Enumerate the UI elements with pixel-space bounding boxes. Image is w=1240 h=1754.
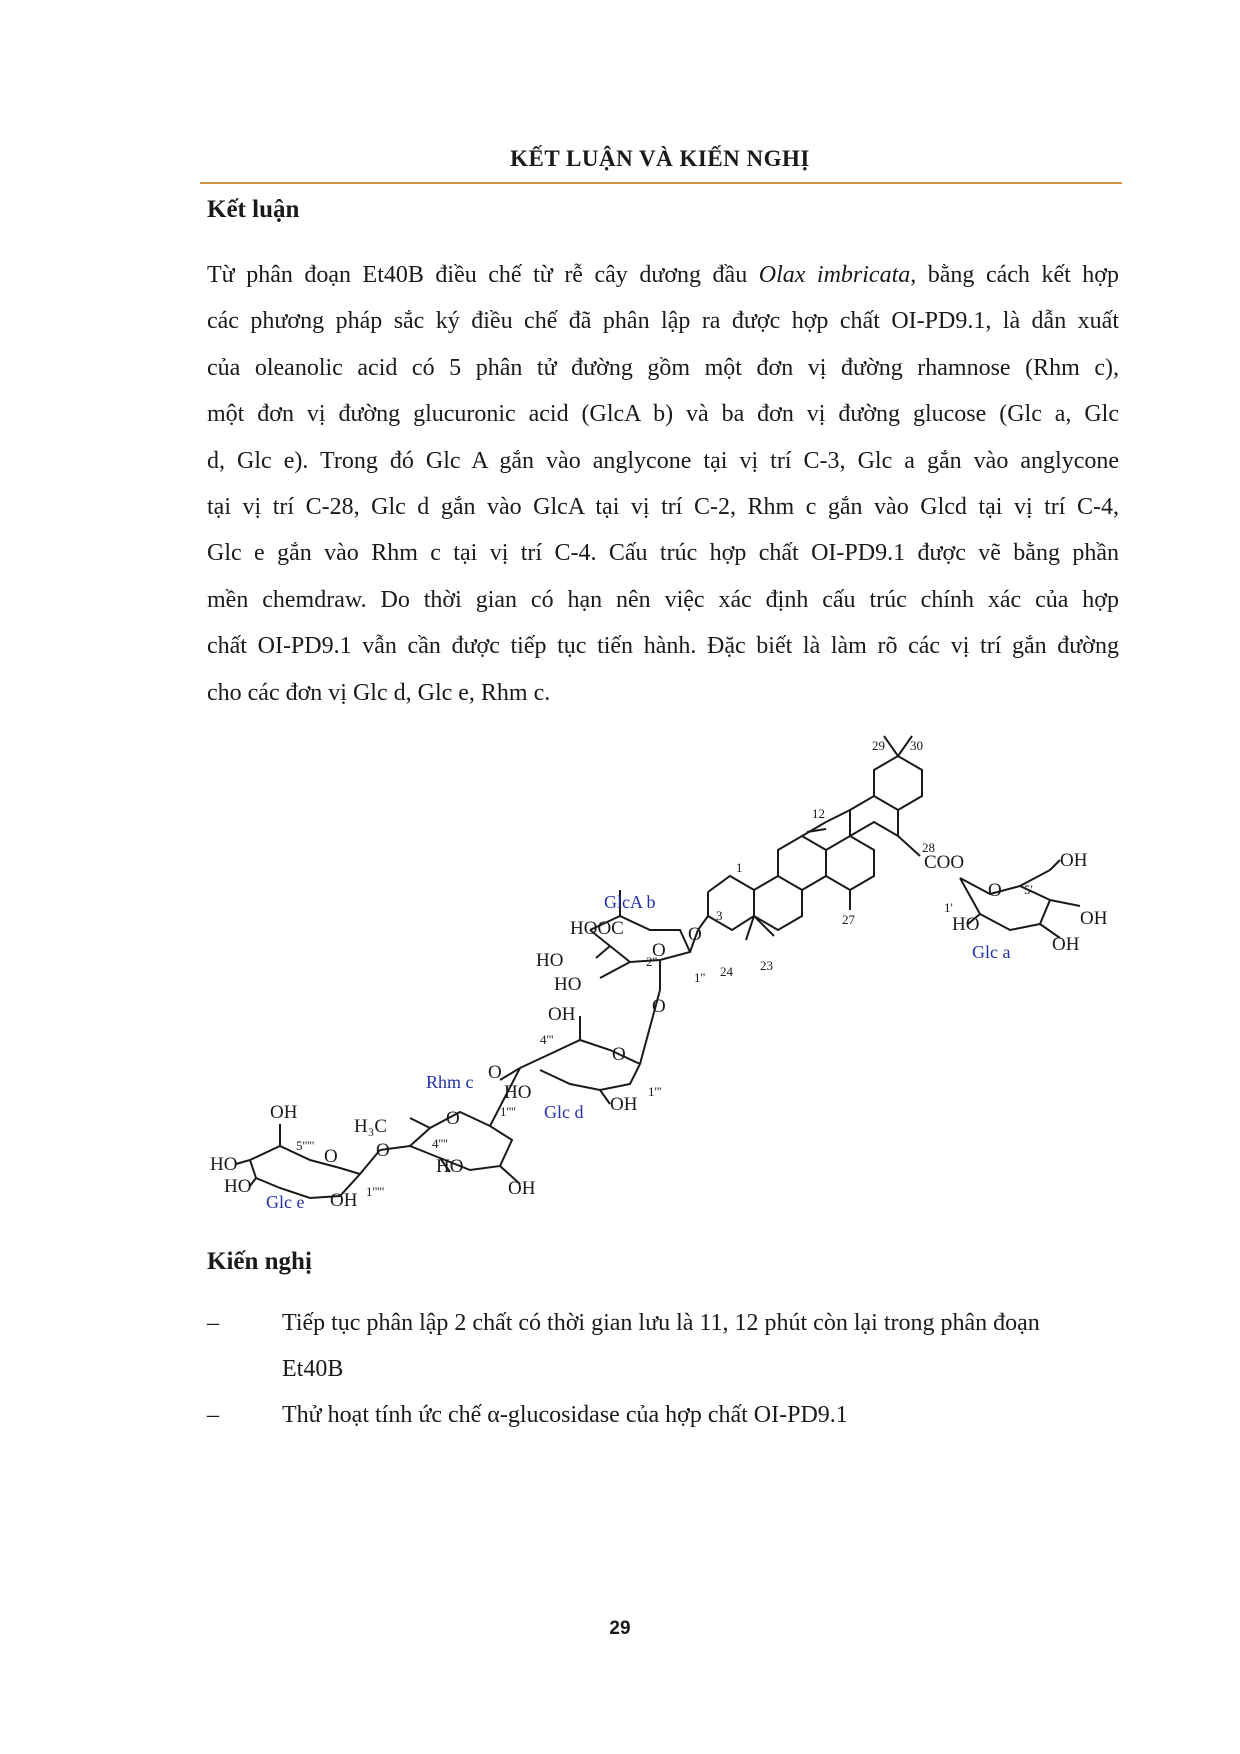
locant-23: 23 (760, 958, 773, 973)
paragraph-line (207, 298, 1119, 344)
locant-5ppppp: 5''''' (296, 1138, 315, 1153)
locant-2pp: 2'' (646, 954, 658, 969)
locant-4pppp: 4'''' (432, 1136, 448, 1151)
locant-12: 12 (812, 806, 825, 821)
ho-label: HO (952, 914, 980, 935)
text-segment: của oleanolic acid có 5 phân tử đường gồm một đơn vị đường rhamnose (Rhm c), (207, 354, 1119, 381)
page-title: KẾT LUẬN VÀ KIẾN NGHỊ (510, 146, 810, 171)
locant-27: 27 (842, 912, 855, 927)
glca-b-label: GlcA b (604, 892, 656, 912)
title-divider (200, 182, 1122, 184)
rhm-c-label: Rhm c (426, 1072, 474, 1092)
locant-1pppp: 1'''' (500, 1104, 516, 1119)
species-name: Olax imbricata (758, 262, 911, 288)
ho-label: HO (224, 1176, 252, 1197)
o-label: O (446, 1108, 460, 1129)
paragraph-line (207, 484, 1119, 530)
text-segment: cho các đơn vị Glc d, Glc e, Rhm c. (207, 679, 551, 706)
recommendation-text: Thử hoạt tính ức chế α-glucosidase của hợp chất OI-PD9.1 (282, 1402, 848, 1428)
oh-label: OH (1080, 908, 1108, 929)
paragraph-line (207, 670, 1119, 716)
ho-label: HO (210, 1154, 238, 1175)
oh-label: OH (508, 1178, 536, 1199)
recommendation-list (207, 1300, 1119, 1438)
o-label: O (652, 940, 666, 961)
o-label: O (988, 880, 1002, 901)
locant-1p: 1' (944, 900, 953, 915)
locant-1ppppp: 1''''' (366, 1184, 385, 1199)
text-segment: Từ phân đoạn Et40B điều chế từ rễ cây dương đầu (207, 262, 759, 288)
ho-label: HO (554, 974, 582, 995)
locant-29: 29 (872, 738, 885, 753)
paragraph-line (207, 623, 1119, 669)
o-label: O (652, 996, 666, 1017)
paragraph-line (207, 252, 1119, 298)
aglycone-rings (698, 736, 922, 940)
recommendation-text: Tiếp tục phân lập 2 chất có thời gian lưu là 11, 12 phút còn lại trong phân đoạn (282, 1310, 1040, 1336)
page-number: 29 (609, 1618, 631, 1639)
recommendation-item (207, 1392, 1119, 1438)
o-label: O (324, 1146, 338, 1167)
paragraph-line (207, 345, 1119, 391)
recommendation-text: Et40B (282, 1356, 344, 1382)
oh-label: OH (270, 1102, 298, 1123)
h3c-label: H₃C (354, 1116, 388, 1137)
dash-bullet: – (207, 1310, 219, 1336)
o-label: O (376, 1140, 390, 1161)
o-label: O (612, 1044, 626, 1065)
paragraph-line (207, 577, 1119, 623)
locant-30: 30 (910, 738, 923, 753)
paragraph-line (207, 530, 1119, 576)
text-segment: một đơn vị đường glucuronic acid (GlcA b) và ba đơn vị đường glucose (Glc a, Glc (207, 401, 1119, 428)
text-segment: , bằng cách kết hợp (910, 262, 1119, 288)
conclusion-paragraph (207, 252, 1119, 716)
atom-labels (210, 738, 1108, 1212)
recommendation-heading: Kiến nghị (207, 1248, 312, 1275)
locant-5p: 5' (1024, 882, 1033, 897)
conclusion-heading: Kết luận (207, 196, 300, 223)
o-label: O (488, 1062, 502, 1083)
text-segment: chất OI-PD9.1 vẫn cần được tiếp tục tiến hành. Đặc biết là làm rõ các vị trí gắn đường (207, 633, 1119, 660)
paragraph-line (207, 438, 1119, 484)
oh-label: OH (1052, 934, 1080, 955)
recommendation-item (207, 1300, 1119, 1392)
text-segment: tại vị trí C-28, Glc d gắn vào GlcA tại vị trí C-2, Rhm c gắn vào Glcd tại vị trí C-4, (207, 494, 1119, 521)
oh-label: OH (330, 1190, 358, 1211)
glca-b-ring (590, 890, 698, 990)
glc-d-label: Glc d (544, 1102, 584, 1122)
rhm-c-ring (380, 1068, 520, 1184)
locant-1: 1 (736, 860, 743, 875)
oh-label: OH (610, 1094, 638, 1115)
text-segment: Glc e gắn vào Rhm c tại vị trí C-4. Cấu trúc hợp chất OI-PD9.1 được vẽ bằng phần (207, 540, 1119, 567)
ho-label: HO (436, 1156, 464, 1177)
glc-e-label: Glc e (266, 1192, 305, 1212)
o-label: O (688, 924, 702, 945)
coo-label: COO (924, 852, 965, 873)
locant-1pp: 1'' (694, 970, 706, 985)
text-segment: mền chemdraw. Do thời gian có hạn nên việc xác định cấu trúc chính xác của hợp (207, 586, 1119, 613)
paragraph-line (207, 391, 1119, 437)
locant-1ppp: 1''' (648, 1084, 662, 1099)
locant-28: 28 (922, 840, 935, 855)
glc-a-label: Glc a (972, 942, 1011, 962)
ho-label: HO (536, 950, 564, 971)
glc-e-ring (236, 1124, 380, 1198)
oh-label: OH (548, 1004, 576, 1025)
dash-bullet: – (207, 1402, 219, 1428)
locant-3: 3 (716, 908, 723, 923)
glc-d-ring (500, 990, 660, 1104)
text-segment: d, Glc e). Trong đó Glc A gắn vào anglycone tại vị trí C-3, Glc a gắn vào anglycone (207, 447, 1119, 474)
oh-label: OH (1060, 850, 1088, 871)
glc-a-ring (960, 860, 1080, 938)
hooc-label: HOOC (570, 918, 624, 939)
locant-24: 24 (720, 964, 733, 979)
ho-label: HO (504, 1082, 532, 1103)
text-segment: các phương pháp sắc ký điều chế đã phân lập ra được hợp chất OI-PD9.1, là dẫn xuất (207, 308, 1119, 335)
locant-4ppp: 4''' (540, 1032, 554, 1047)
